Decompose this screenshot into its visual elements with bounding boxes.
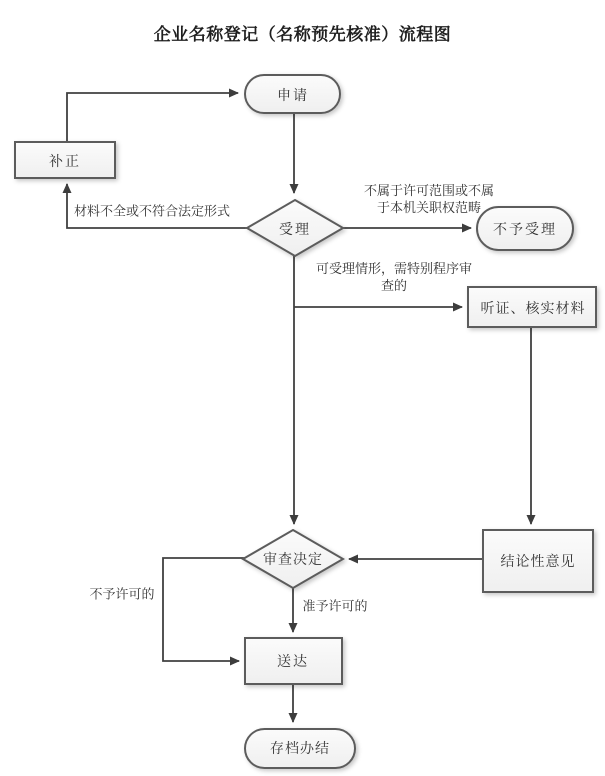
edge-label-out-of-scope-line2: 于本机关职权范畴 [376, 200, 482, 215]
conclusion-node-label: 结论性意见 [500, 555, 576, 570]
review-decision-label: 审查决定 [263, 553, 323, 568]
supplement-node-label: 补正 [49, 155, 81, 170]
edge-supplement-to-apply [67, 93, 238, 142]
edge-label-out-of-scope [364, 182, 494, 216]
not-accepted-node-label: 不予受理 [493, 223, 557, 238]
deliver-node-label: 送达 [277, 655, 309, 670]
edge-label-special-procedure-line2: 查的 [380, 278, 408, 293]
edge-label-special-procedure [316, 260, 472, 294]
hearing-node-label: 听证、核实材料 [480, 302, 586, 317]
edge-review-to-deliver-left [163, 558, 245, 661]
archive-node-label: 存档办结 [270, 742, 330, 757]
edge-label-permitted: 准予许可的 [302, 598, 368, 614]
edge-label-special-procedure-line1: 可受理情形，需特别程序审 [315, 261, 473, 276]
apply-node-label: 申请 [277, 89, 309, 104]
edge-label-out-of-scope-line1: 不属于许可范围或不属 [363, 183, 495, 198]
edge-label-incomplete-materials: 材料不全或不符合法定形式 [73, 203, 231, 219]
accept-decision-label: 受理 [279, 223, 311, 238]
page-title: 企业名称登记（名称预先核准）流程图 [153, 25, 452, 44]
edge-label-not-permitted: 不予许可的 [89, 586, 155, 602]
